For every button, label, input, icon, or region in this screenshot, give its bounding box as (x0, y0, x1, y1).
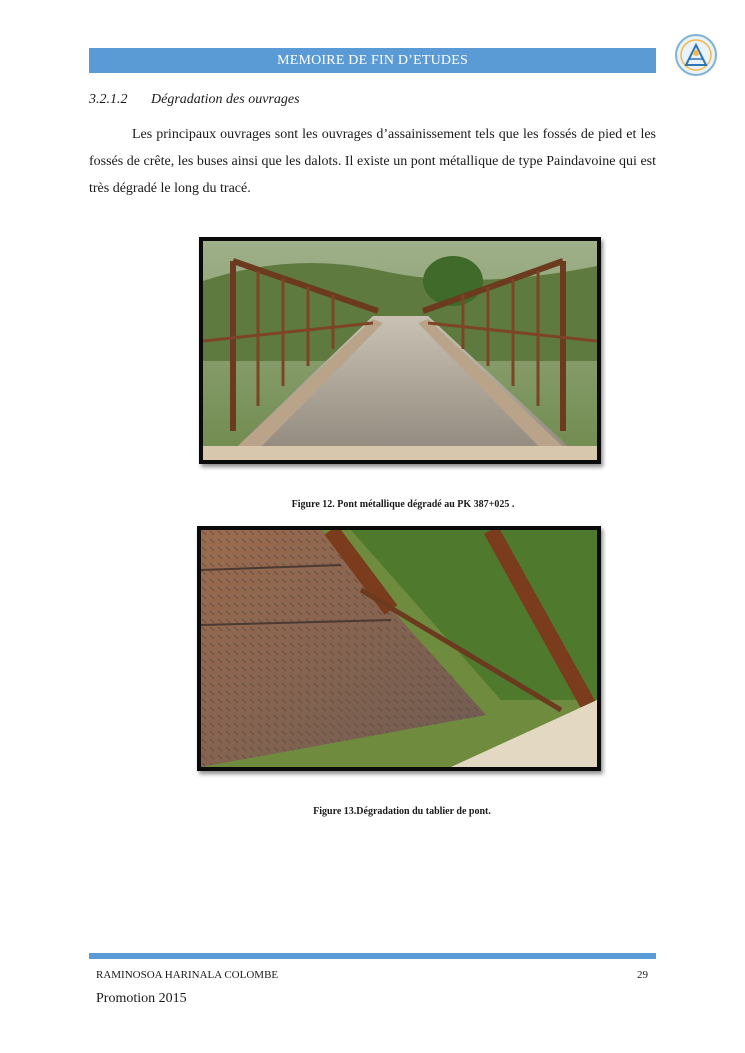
footer-rule (89, 953, 656, 959)
footer-author: RAMINOSOA HARINALA COLOMBE (96, 969, 279, 981)
figure-12-caption: Figure 12. Pont métallique dégradé au PK 387+025 . (291, 499, 515, 510)
footer-promotion: Promotion 2015 (96, 991, 187, 1006)
school-logo-icon (674, 33, 718, 77)
section-number: 3.2.1.2 (89, 92, 128, 107)
section-title: Dégradation des ouvrages (151, 92, 300, 107)
figure-13-deck-photo (197, 526, 601, 771)
page-number: 29 (637, 969, 648, 981)
figure-12-bridge-photo (199, 237, 601, 464)
running-header: MEMOIRE DE FIN D’ETUDES (89, 48, 656, 73)
body-paragraph: Les principaux ouvrages sont les ouvrages d’assainissement tels que les fossés de pied et les fossés de crête, les buses ainsi que les dalots. Il existe un pont métallique de type Paindavoine qui est très dégradé le long du tracé. (89, 127, 656, 196)
section-heading (89, 92, 300, 108)
figure-13-caption: Figure 13.Dégradation du tablier de pont. (313, 806, 491, 817)
